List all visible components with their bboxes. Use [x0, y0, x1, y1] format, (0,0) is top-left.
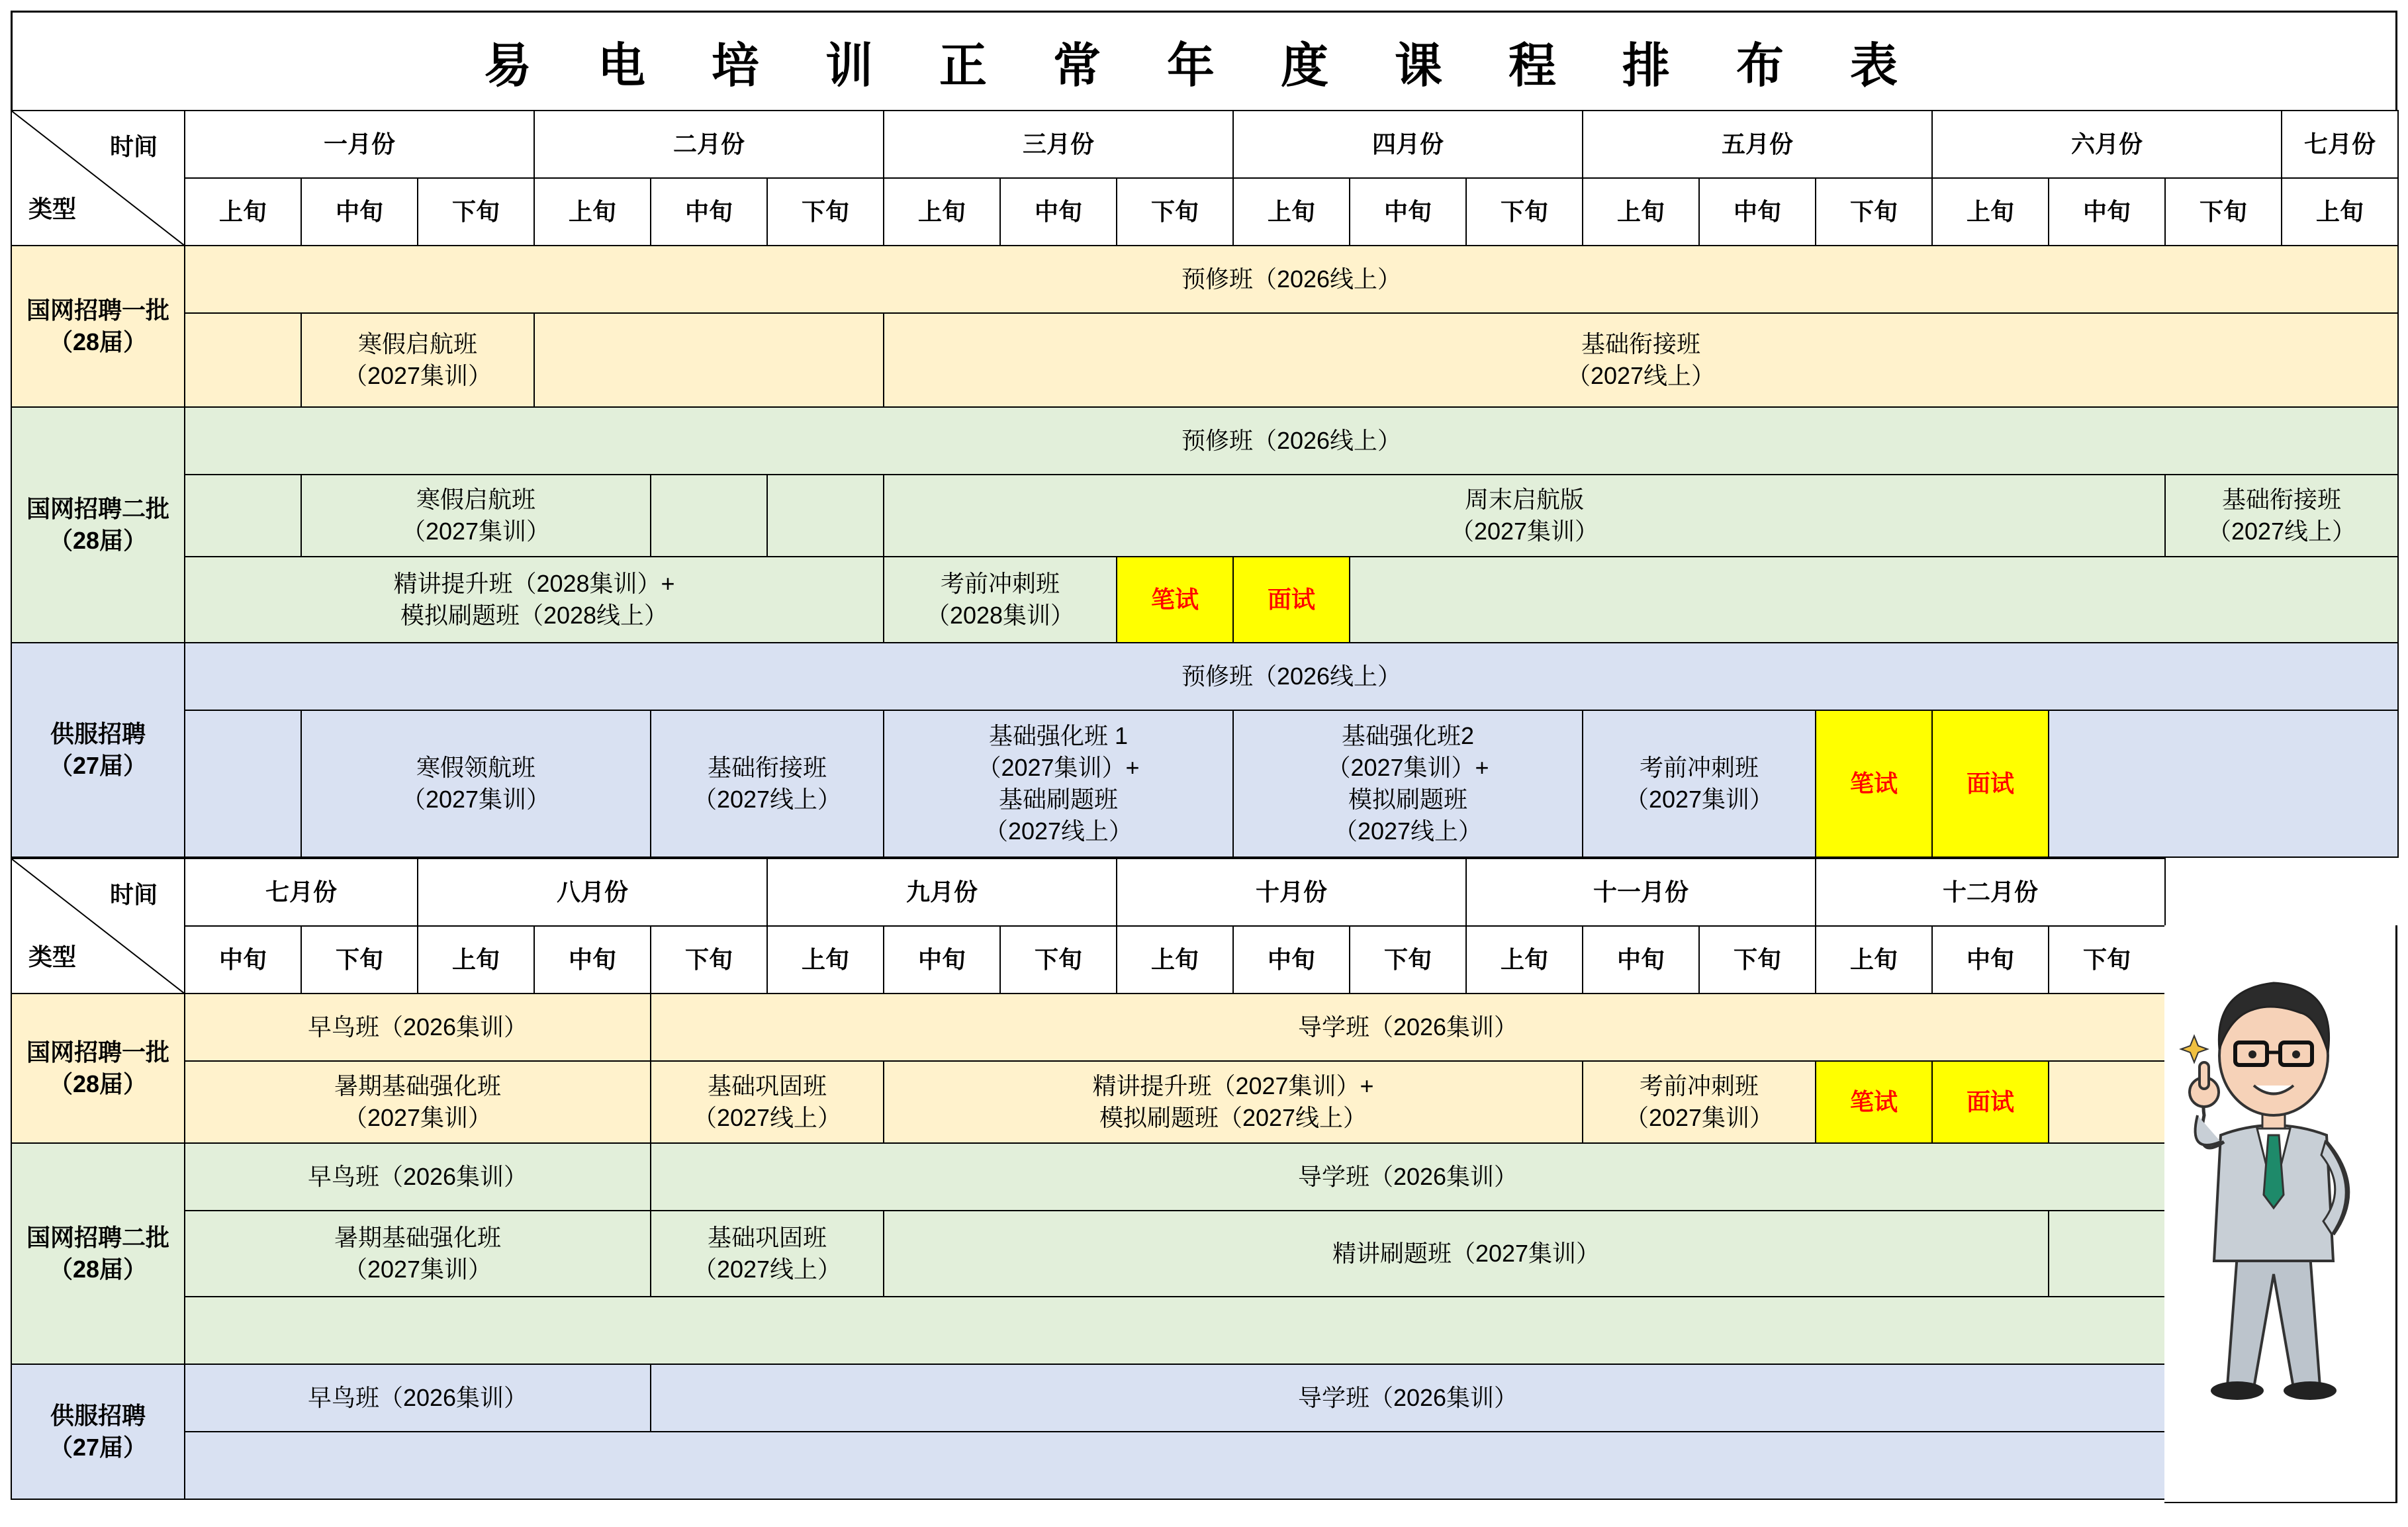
course-bar: 基础强化班2 （2027集训）+ 模拟刷题班 （2027线上）	[1233, 710, 1583, 857]
course-bar: 考前冲刺班 （2027集训）	[1583, 1061, 1816, 1143]
course-bar: 基础强化班 1 （2027集训）+ 基础刷题班 （2027线上）	[884, 710, 1233, 857]
course-bar: 预修班（2026线上）	[185, 407, 2398, 475]
course-bar: 早鸟班（2026集训）	[185, 1364, 651, 1432]
course-bar: 暑期基础强化班 （2027集训）	[185, 1211, 651, 1297]
group-label-gw1: 国网招聘一批 （28届）	[11, 994, 185, 1143]
course-bar: 寒假启航班 （2027集训）	[301, 475, 651, 557]
month-header: 六月份	[1932, 111, 2282, 178]
interview-badge: 面试	[1932, 1061, 2049, 1143]
empty-cell	[651, 475, 767, 557]
written-exam-badge: 笔试	[1117, 557, 1233, 643]
header-corner-cell	[11, 858, 185, 994]
xun-header: 中旬	[301, 178, 418, 246]
group-label-gw1: 国网招聘一批 （28届）	[11, 246, 185, 407]
xun-header: 中旬	[1583, 926, 1699, 994]
course-bar: 导学班（2026集训）	[651, 1364, 2165, 1432]
xun-header: 上旬	[1816, 926, 1932, 994]
empty-cell	[185, 1432, 2165, 1499]
xun-header: 上旬	[2282, 178, 2398, 246]
group-label-gw2: 国网招聘二批 （28届）	[11, 407, 185, 643]
xun-header: 下旬	[1816, 178, 1932, 246]
interview-badge: 面试	[1233, 557, 1350, 643]
month-header: 四月份	[1233, 111, 1583, 178]
month-header: 一月份	[185, 111, 534, 178]
course-bar: 考前冲刺班 （2027集训）	[1583, 710, 1816, 857]
xun-header: 下旬	[1117, 178, 1233, 246]
course-bar: 基础衔接班 （2027线上）	[884, 313, 2398, 407]
xun-header: 下旬	[1350, 926, 1466, 994]
group-label-gf: 供服招聘 （27届）	[11, 1364, 185, 1499]
month-header: 七月份	[2282, 111, 2398, 178]
xun-header: 中旬	[1233, 926, 1350, 994]
course-bar: 精讲提升班（2028集训）+ 模拟刷题班（2028线上）	[185, 557, 884, 643]
xun-header: 中旬	[1000, 178, 1117, 246]
xun-header: 上旬	[1117, 926, 1233, 994]
xun-header: 中旬	[1699, 178, 1816, 246]
month-header: 八月份	[418, 858, 767, 926]
xun-header: 下旬	[1000, 926, 1117, 994]
month-header: 十月份	[1117, 858, 1466, 926]
empty-cell	[767, 475, 884, 557]
month-header: 九月份	[767, 858, 1117, 926]
xun-header: 中旬	[1932, 926, 2049, 994]
written-exam-badge: 笔试	[1816, 710, 1932, 857]
xun-header: 中旬	[2049, 178, 2165, 246]
xun-header: 上旬	[1932, 178, 2049, 246]
xun-header: 中旬	[185, 926, 301, 994]
xun-header: 上旬	[185, 178, 301, 246]
course-bar: 基础衔接班 （2027线上）	[651, 710, 884, 857]
course-bar: 寒假领航班 （2027集训）	[301, 710, 651, 857]
header-time-label: 时间	[109, 881, 158, 908]
xun-header: 上旬	[1583, 178, 1699, 246]
xun-header: 上旬	[767, 926, 884, 994]
xun-header: 中旬	[651, 178, 767, 246]
xun-header: 上旬	[884, 178, 1000, 246]
empty-cell	[2049, 1211, 2165, 1297]
month-header: 三月份	[884, 111, 1233, 178]
header-corner-cell	[11, 111, 185, 246]
xun-header: 下旬	[767, 178, 884, 246]
xun-header: 下旬	[2049, 926, 2165, 994]
empty-cell	[185, 1297, 2165, 1364]
course-bar: 基础巩固班 （2027线上）	[651, 1061, 884, 1143]
group-label-gw2: 国网招聘二批 （28届）	[11, 1143, 185, 1364]
xun-header: 中旬	[1350, 178, 1466, 246]
course-bar: 早鸟班（2026集训）	[185, 1143, 651, 1211]
month-header: 十一月份	[1466, 858, 1816, 926]
course-bar: 预修班（2026线上）	[185, 246, 2398, 313]
empty-cell	[185, 710, 301, 857]
xun-header: 下旬	[1699, 926, 1816, 994]
course-bar: 预修班（2026线上）	[185, 643, 2398, 710]
empty-cell	[185, 313, 301, 407]
course-bar: 寒假启航班 （2027集训）	[301, 313, 534, 407]
course-bar: 基础巩固班 （2027线上）	[651, 1211, 884, 1297]
page-title: 易 电 培 训 正 常 年 度 课 程 排 布 表	[11, 11, 2397, 110]
header-type-label: 类型	[28, 943, 77, 970]
interview-badge: 面试	[1932, 710, 2049, 857]
course-bar: 精讲刷题班（2027集训）	[884, 1211, 2049, 1297]
month-header: 五月份	[1583, 111, 1932, 178]
course-bar: 周末启航版 （2027集训）	[884, 475, 2165, 557]
written-exam-badge: 笔试	[1816, 1061, 1932, 1143]
header-type-label: 类型	[28, 195, 77, 222]
xun-header: 下旬	[2165, 178, 2282, 246]
month-header: 七月份	[185, 858, 418, 926]
empty-cell	[534, 313, 884, 407]
empty-cell	[2049, 710, 2398, 857]
course-bar: 导学班（2026集训）	[651, 1143, 2165, 1211]
course-bar: 导学班（2026集训）	[651, 994, 2165, 1061]
empty-cell	[1350, 557, 2398, 643]
course-bar: 基础衔接班 （2027线上）	[2165, 475, 2398, 557]
xun-header: 下旬	[301, 926, 418, 994]
xun-header: 下旬	[418, 178, 534, 246]
course-bar: 暑期基础强化班 （2027集训）	[185, 1061, 651, 1143]
cartoon-businessman-thumbs-up-icon	[2174, 943, 2373, 1407]
diagonal-line-icon	[12, 111, 185, 246]
xun-header: 上旬	[534, 178, 651, 246]
xun-header: 上旬	[1466, 926, 1583, 994]
xun-header: 上旬	[1233, 178, 1350, 246]
empty-cell	[185, 475, 301, 557]
diagonal-line-icon	[12, 859, 185, 994]
schedule-second-half	[11, 858, 2166, 1500]
xun-header: 下旬	[651, 926, 767, 994]
course-bar: 早鸟班（2026集训）	[185, 994, 651, 1061]
course-bar: 精讲提升班（2027集训）+ 模拟刷题班（2027线上）	[884, 1061, 1583, 1143]
header-time-label: 时间	[109, 133, 158, 160]
month-header: 十二月份	[1816, 858, 2165, 926]
xun-header: 中旬	[884, 926, 1000, 994]
month-header: 二月份	[534, 111, 884, 178]
group-label-gf: 供服招聘 （27届）	[11, 643, 185, 857]
xun-header: 中旬	[534, 926, 651, 994]
xun-header: 下旬	[1466, 178, 1583, 246]
empty-cell	[2049, 1061, 2165, 1143]
schedule-first-half	[11, 110, 2399, 858]
xun-header: 上旬	[418, 926, 534, 994]
course-bar: 考前冲刺班 （2028集训）	[884, 557, 1117, 643]
